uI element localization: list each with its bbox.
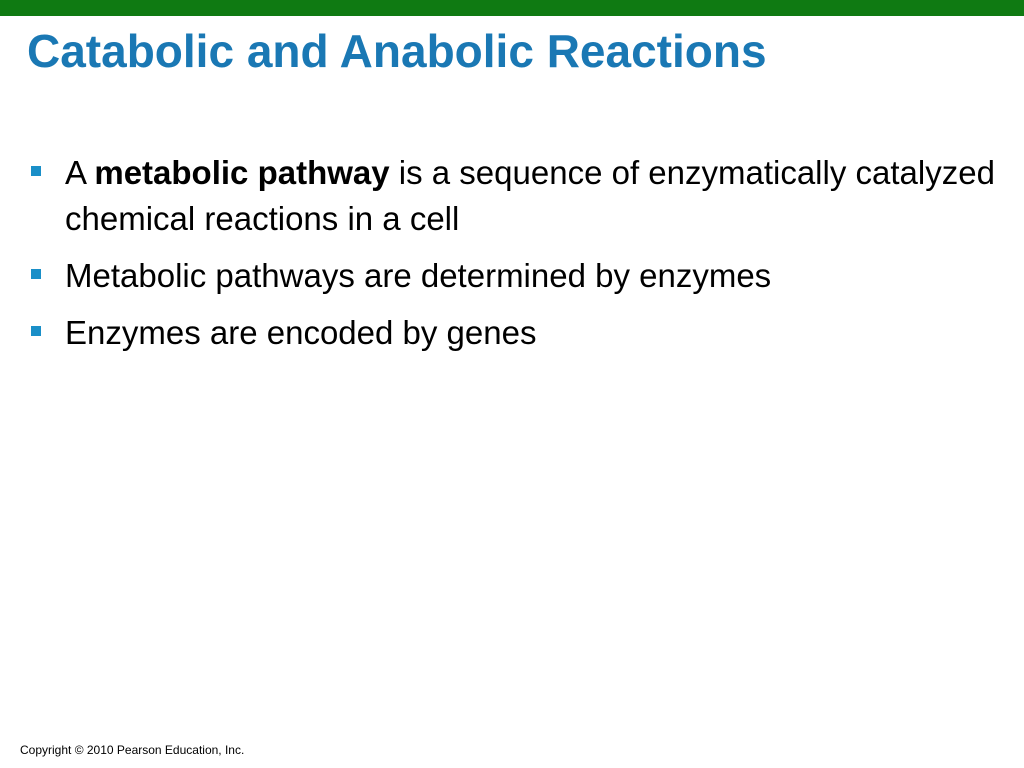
- bullet-text-suffix: is a sequence of enzymatically catalyzed chemical reactions in a cell: [65, 154, 995, 237]
- square-bullet-icon: [31, 166, 41, 176]
- top-accent-bar: [0, 0, 1024, 16]
- bullet-text: [65, 154, 995, 237]
- bullet-item-pathways-enzymes: [28, 253, 998, 299]
- bullet-text-prefix: A: [65, 154, 95, 191]
- square-bullet-icon: [31, 326, 41, 336]
- bullet-text-bold-term: metabolic pathway: [94, 154, 390, 191]
- copyright-notice: Copyright © 2010 Pearson Education, Inc.: [20, 743, 245, 757]
- slide-title: Catabolic and Anabolic Reactions: [27, 25, 767, 77]
- bullet-text: Enzymes are encoded by genes: [65, 314, 537, 351]
- square-bullet-icon: [31, 269, 41, 279]
- bullet-list: [28, 150, 998, 367]
- bullet-item-metabolic-pathway: [28, 150, 998, 242]
- bullet-item-enzymes-genes: [28, 310, 998, 356]
- bullet-text: Metabolic pathways are determined by enzymes: [65, 257, 772, 294]
